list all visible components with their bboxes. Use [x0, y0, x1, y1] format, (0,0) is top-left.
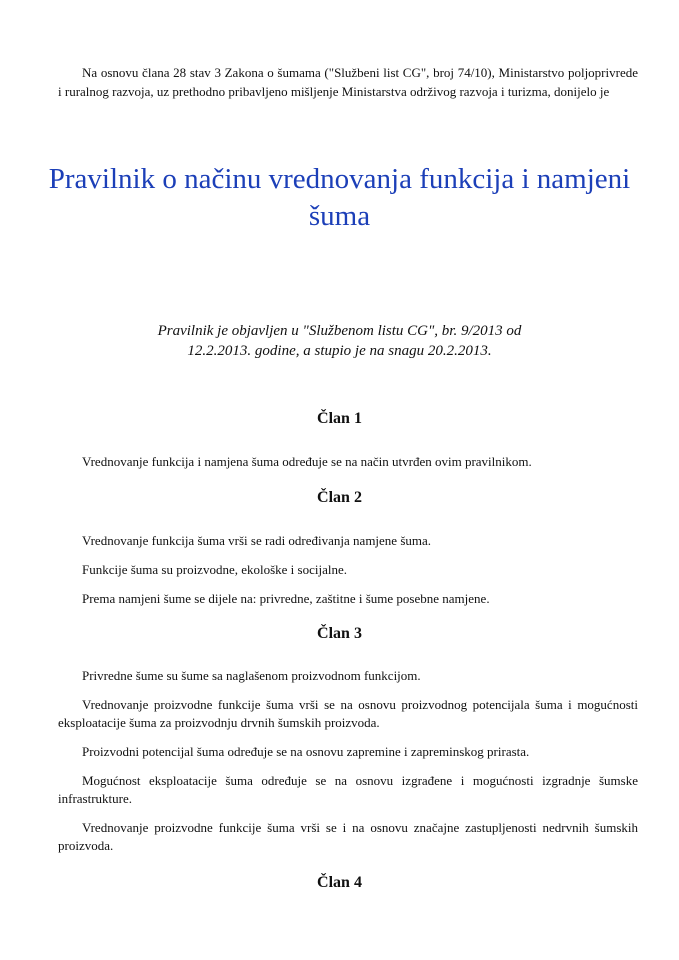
article-paragraph: Vrednovanje funkcija i namjena šuma određuje se na način utvrđen ovim pravilnikom.: [82, 454, 532, 469]
article-paragraph: Vrednovanje proizvodne funkcije šuma vrši se i na osnovu značajne zastupljenosti nedrvnih šumskih proizvoda.: [58, 820, 638, 853]
article-paragraph: Privredne šume su šume sa naglašenom proizvodnom funkcijom.: [82, 668, 421, 683]
preamble-paragraph: [58, 63, 638, 101]
article-paragraph: Vrednovanje funkcija šuma vrši se radi određivanja namjene šuma.: [82, 533, 432, 548]
document-title: [0, 161, 679, 235]
article-heading: Član 2: [317, 489, 362, 506]
publication-note: [0, 321, 679, 361]
article-paragraph: Vrednovanje proizvodne funkcije šuma vrši se na osnovu proizvodnog potencijala šuma i mogućnosti eksploatacije šuma za proizvodnju drvnih šumskih proizvoda.: [58, 697, 638, 730]
title-line-2: šuma: [308, 200, 371, 232]
article-paragraph: Funkcije šuma su proizvodne, ekološke i socijalne.: [82, 562, 348, 577]
article-heading: Član 4: [317, 874, 362, 891]
publication-line-1: Pravilnik je objavljen u "Službenom listu CG", br. 9/2013 od: [157, 323, 522, 339]
title-line-1: Pravilnik o načinu vrednovanja funkcija i namjeni: [48, 163, 631, 195]
article-heading: Član 1: [317, 410, 362, 427]
article-paragraph: Proizvodni potencijal šuma određuje se na osnovu zapremine i zapreminskog prirasta.: [82, 744, 530, 759]
article-paragraph: Prema namjeni šume se dijele na: privredne, zaštitne i šume posebne namjene.: [82, 591, 490, 606]
article-heading: Član 3: [317, 625, 362, 642]
publication-line-2: 12.2.2013. godine, a stupio je na snagu 20.2.2013.: [187, 343, 492, 359]
article-paragraph: Mogućnost eksploatacije šuma određuje se na osnovu izgrađene i mogućnosti izgradnje šumske infrastrukture.: [58, 773, 638, 806]
preamble-text: Na osnovu člana 28 stav 3 Zakona o šumama ("Službeni list CG", broj 74/10), Ministarstvo poljoprivrede i ruralnog razvoja, uz prethodno pribavljeno mišljenje Ministarstva održivog razvoja i turizma, donijelo je: [58, 65, 638, 99]
